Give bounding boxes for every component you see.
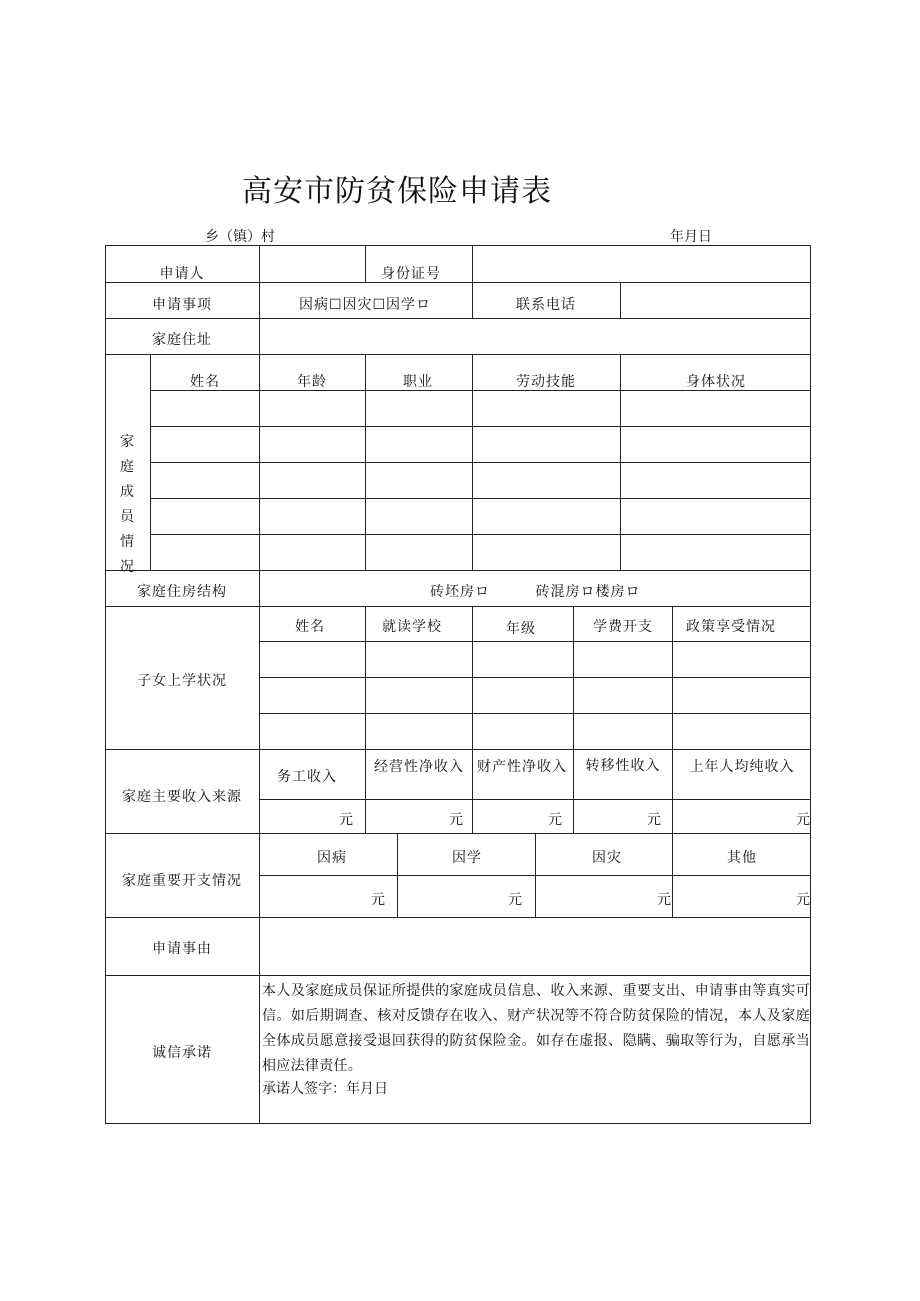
expense-header-disaster: 因灾 — [592, 850, 622, 866]
housing-option-adobe[interactable]: 砖坯房ロ — [430, 584, 490, 600]
family-label-line: 成员 — [120, 484, 136, 525]
income-header-per-capita: 上年人均纯收入 — [689, 759, 795, 775]
expense-unit: 元 — [508, 892, 522, 908]
col-divider — [365, 749, 366, 833]
expense-header-study: 因学 — [452, 850, 482, 866]
children-row-divider — [259, 677, 811, 678]
applicant-label: 申请人 — [159, 266, 205, 282]
row-divider — [105, 833, 811, 834]
children-header-policy: 政策享受情况 — [686, 619, 776, 635]
col-divider — [472, 606, 473, 749]
income-header-property: 财产性净收入 — [477, 759, 567, 775]
col-divider — [365, 245, 366, 282]
col-divider — [150, 354, 151, 570]
children-header-grade: 年级 — [506, 621, 536, 637]
reason-label: 申请事由 — [152, 941, 212, 957]
family-row-divider — [150, 534, 811, 535]
family-row-divider — [150, 462, 811, 463]
col-divider — [259, 354, 260, 570]
income-label: 家庭主要收入来源 — [122, 789, 242, 805]
col-divider — [259, 570, 260, 1124]
children-row-divider — [259, 641, 811, 642]
children-row-divider — [259, 713, 811, 714]
income-unit: 元 — [548, 812, 562, 828]
family-label-line: 家庭 — [120, 434, 136, 475]
col-divider — [472, 354, 473, 570]
expense-label: 家庭重要开支情况 — [122, 873, 242, 889]
col-divider — [672, 606, 673, 749]
col-divider — [620, 354, 621, 570]
family-header-health: 身体状况 — [686, 374, 746, 390]
col-divider — [472, 749, 473, 833]
expense-unit: 元 — [796, 892, 810, 908]
income-unit: 元 — [449, 812, 463, 828]
income-header-business: 经营性净收入 — [374, 759, 464, 775]
row-divider — [105, 749, 811, 750]
row-divider — [105, 570, 811, 571]
income-header-labor: 务工收入 — [277, 769, 337, 785]
family-label-line: 情况 — [120, 534, 136, 575]
promise-signature: 承诺人签字：年月日 — [262, 1081, 388, 1097]
id-number-label: 身份证号 — [381, 266, 441, 282]
address-field[interactable] — [260, 319, 810, 354]
family-row-divider — [150, 498, 811, 499]
family-header-age: 年龄 — [297, 374, 327, 390]
family-header-skill: 劳动技能 — [516, 374, 576, 390]
col-divider — [573, 606, 574, 749]
village-label: 乡（镇）村 — [205, 229, 275, 245]
income-unit: 元 — [339, 812, 353, 828]
family-header-name: 姓名 — [190, 374, 220, 390]
phone-field[interactable] — [621, 283, 810, 318]
expense-unit: 元 — [371, 892, 385, 908]
family-row-divider — [150, 426, 811, 427]
row-divider — [105, 606, 811, 607]
col-divider — [365, 354, 366, 570]
promise-label: 诚信承诺 — [152, 1045, 212, 1061]
id-number-field[interactable] — [473, 246, 810, 282]
income-header-transfer: 转移性收入 — [585, 758, 661, 774]
expense-unit: 元 — [657, 892, 671, 908]
col-divider — [672, 833, 673, 917]
row-divider — [105, 354, 811, 355]
children-header-school: 就读学校 — [382, 619, 442, 635]
phone-label: 联系电话 — [516, 297, 576, 313]
matter-label: 申请事项 — [152, 297, 212, 313]
col-divider — [573, 749, 574, 833]
housing-label: 家庭住房结构 — [137, 584, 227, 600]
family-header-occupation: 职业 — [403, 374, 433, 390]
col-divider — [672, 749, 673, 833]
col-divider — [365, 606, 366, 749]
col-divider — [472, 282, 473, 318]
children-header-name: 姓名 — [295, 619, 325, 635]
expense-header-other: 其他 — [727, 850, 757, 866]
date-label: 年月日 — [670, 229, 712, 245]
matter-options[interactable]: 因病☐因灾☐因学ロ — [298, 297, 432, 313]
children-header-tuition: 学费开支 — [593, 619, 653, 635]
children-label: 子女上学状况 — [137, 673, 227, 689]
income-unit: 元 — [647, 812, 661, 828]
col-divider — [535, 833, 536, 917]
income-unit: 元 — [796, 812, 810, 828]
col-divider — [397, 833, 398, 917]
income-row-divider — [259, 799, 811, 800]
applicant-name-field[interactable] — [260, 246, 364, 282]
address-label: 家庭住址 — [152, 332, 212, 348]
page-title: 高安市防贫保险申请表 — [242, 174, 552, 209]
row-divider — [105, 975, 811, 976]
reason-field[interactable] — [260, 918, 810, 975]
family-members-label — [120, 430, 150, 580]
promise-text: 本人及家庭成员保证所提供的家庭成员信息、收入来源、重要支出、申请事由等真实可信。如后期调查、核对反馈存在收入、财产状况等不符合防贫保险的情况，本人及家庭全体成员愿意接受退回获得的防贫保险金。如存在虚报、隐瞒、骗取等行为，自愿承当相应法律责任。 — [262, 983, 810, 1074]
expense-header-illness: 因病 — [317, 850, 347, 866]
housing-option-brick[interactable]: 砖混房ロ楼房ロ — [535, 584, 641, 600]
